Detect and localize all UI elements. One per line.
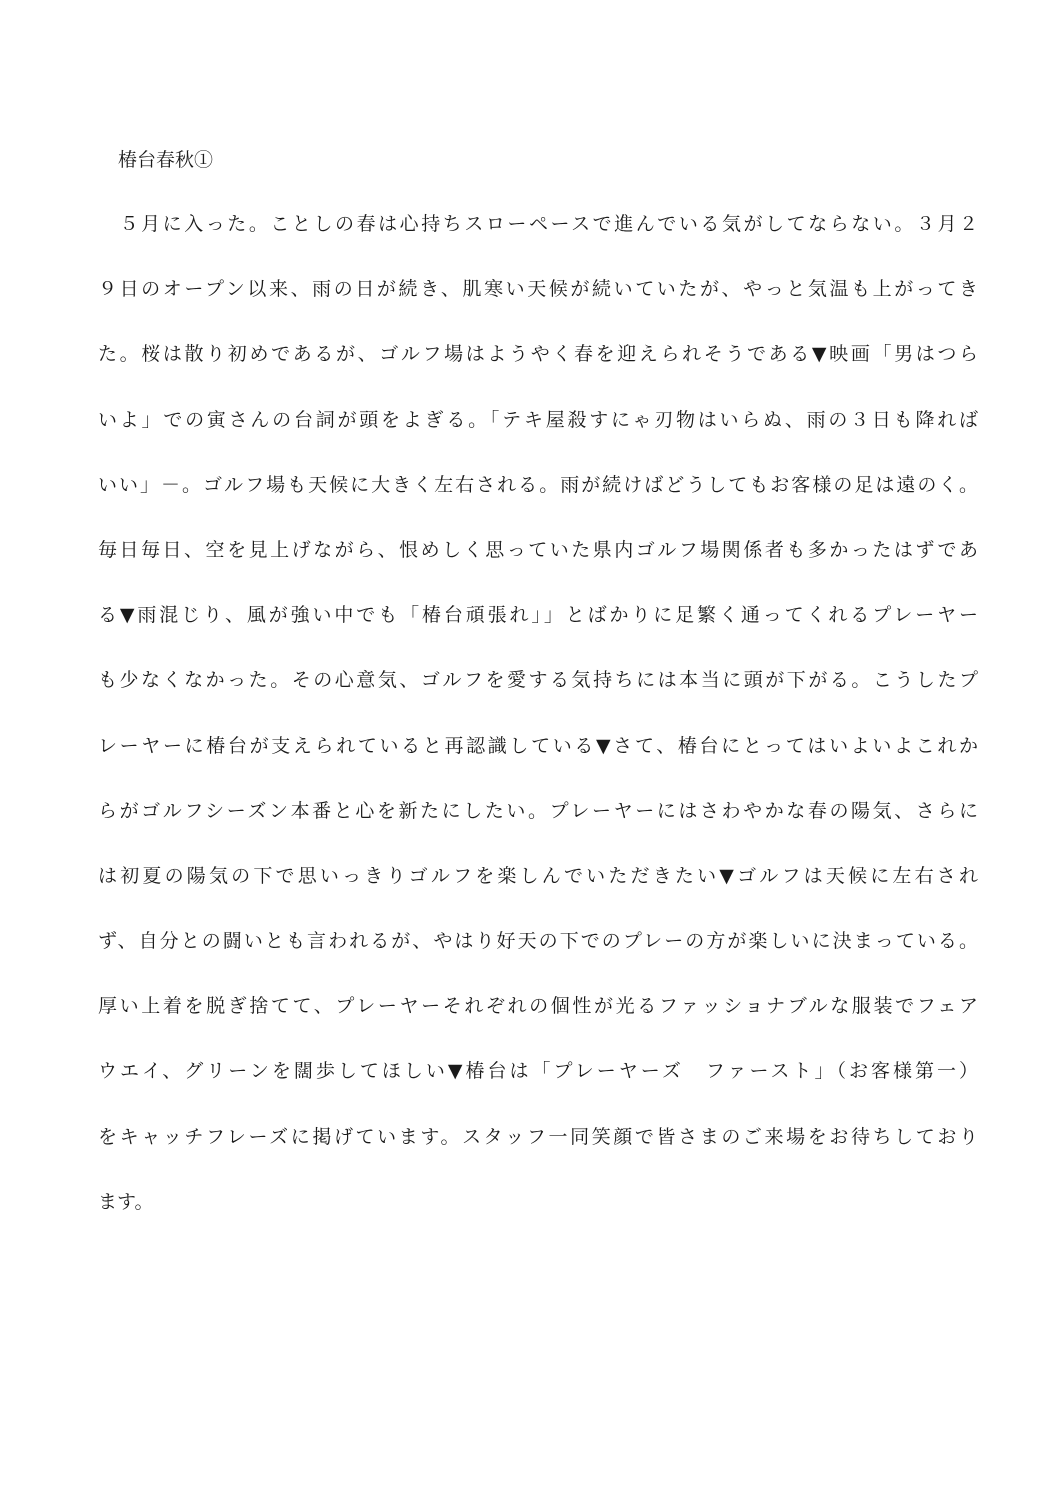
text-line: ５月に入った。ことしの春は心持ちスローペースで進んでいる気がしてならない。３月２ [98,213,978,235]
text-line: ９日のオープン以来、雨の日が続き、肌寒い天候が続いていたが、やっと気温も上がってき [98,278,978,301]
text-line: いよ」での寅さんの台詞が頭をよぎる。「テキ屋殺すにゃ刃物はいらぬ、雨の３日も降れば [98,408,978,431]
text-line: 厚い上着を脱ぎ捨てて、プレーヤーそれぞれの個性が光るファッショナブルな服装でフェア [98,995,978,1018]
text-line: 毎日毎日、空を見上げながら、恨めしく思っていた県内ゴルフ場関係者も多かったはずであ [98,538,978,561]
text-line: は初夏の陽気の下で思いっきりゴルフを楽しんでいただきたい▼ゴルフは天候に左右され [98,864,978,887]
text-line: た。桜は散り初めであるが、ゴルフ場はようやく春を迎えられそうである▼映画「男はつら [98,343,978,366]
text-line: らがゴルフシーズン本番と心を新たにしたい。プレーヤーにはさわやかな春の陽気、さらに [98,799,978,822]
text-line: も少なくなかった。その心意気、ゴルフを愛する気持ちには本当に頭が下がる。こうしたプ [98,669,978,692]
body-text [98,208,978,1251]
page-title: 椿台春秋① [118,149,214,171]
text-line: る▼雨混じり、風が強い中でも「椿台頑張れ」」とばかりに足繁く通ってくれるプレーヤー [98,604,978,627]
text-line: いい」－。ゴルフ場も天候に大きく左右される。雨が続けばどうしてもお客様の足は遠のく。 [98,473,978,496]
text-line: をキャッチフレーズに掲げています。スタッフ一同笑顔で皆さまのご来場をお待ちしており [98,1125,978,1148]
text-line: ウエイ、グリーンを闊歩してほしい▼椿台は「プレーヤーズ ファースト」（お客様第一） [98,1060,978,1083]
text-line: ます。 [98,1190,154,1213]
text-line: レーヤーに椿台が支えられていると再認識している▼さて、椿台にとってはいよいよこれか [98,734,978,757]
text-line: ず、自分との闘いとも言われるが、やはり好天の下でのプレーの方が楽しいに決まっている。 [98,930,978,953]
